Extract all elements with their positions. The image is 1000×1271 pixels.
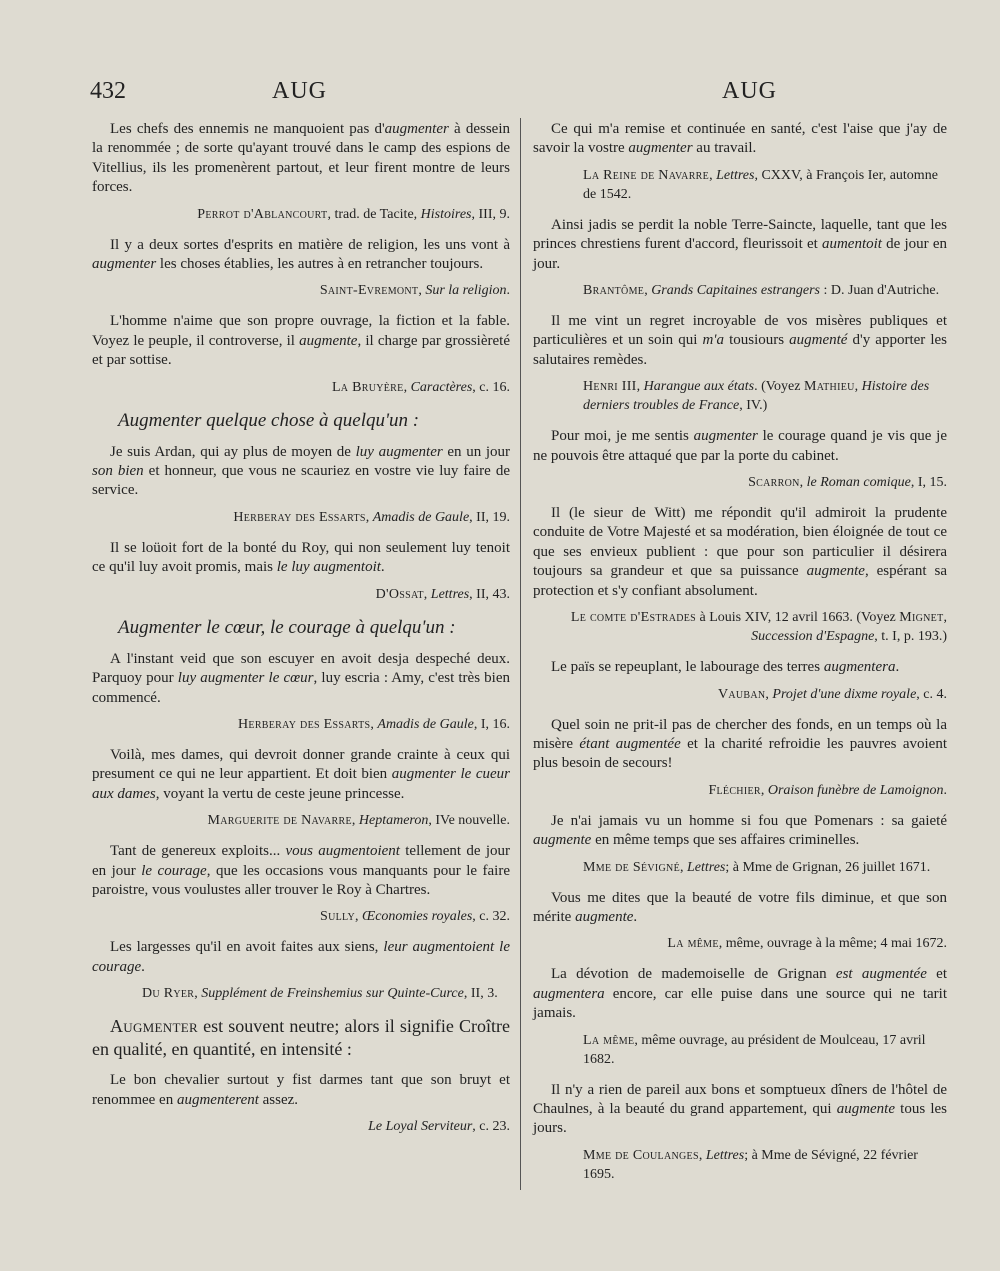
citation: Fléchier, Oraison funèbre de Lamoignon.	[708, 782, 947, 798]
quote-paragraph: Il (le sieur de Witt) me répondit qu'il admiroit la prudente conduite de Votre Majesté et sa modération, bien éloignée de tout ce que ses envieux publient : que pour son particulier il désirera toujours sa grandeur et que sa puissance augmente, espérant sa protection et s'y confiant absolument.	[533, 505, 948, 599]
subheading: Augmenter quelque chose à quelqu'un :	[118, 409, 420, 431]
quote-paragraph: Vous me dites que la beauté de votre fils diminue, et que son mérite augmente.	[533, 889, 947, 925]
citation: Le Loyal Serviteur, c. 23.	[368, 1118, 510, 1134]
citation: Du Ryer, Supplément de Freinshemius sur Quinte-Curce, II, 3.	[142, 986, 498, 1002]
left-running-head: AUG	[272, 78, 327, 104]
citation: Sully, Œconomies royales, c. 32.	[320, 909, 510, 925]
citation: Herberay des Essarts, Amadis de Gaule, I, 16.	[238, 716, 510, 732]
quote-paragraph: Il se loüoit fort de la bonté du Roy, qui non seulement luy tenoit ce qu'il luy avoit promis, mais le luy augmentoit.	[92, 539, 510, 576]
citation: Marguerite de Navarre, Heptameron, IVe nouvelle.	[207, 813, 510, 829]
quote-paragraph: Je suis Ardan, qui ay plus de moyen de luy augmenter en un jour son bien et honneur, que vous ne scauriez en vostre vie luy faire de service.	[92, 443, 511, 499]
citation: Brantôme, Grands Capitaines estrangers : D. Juan d'Autriche.	[583, 283, 940, 299]
citation: Le comte d'Estrades à Louis XIV, 12 avril 1663. (Voyez Mignet, Succession d'Espagne, t. I, p. 193.)	[570, 610, 947, 645]
citation: La Reine de Navarre, Lettres, CXXV, à François Ier, automne de 1542.	[583, 167, 938, 202]
page-number: 432	[90, 78, 126, 104]
definition-paragraph: Augmenter est souvent neutre; alors il signifie Croître en qualité, en quantité, en intensité :	[92, 1016, 510, 1060]
citation: Henri III, Harangue aux états. (Voyez Mathieu, Histoire des derniers troubles de France, IV.)	[583, 379, 930, 414]
quote-paragraph: Les largesses qu'il en avoit faites aux siens, leur augmentoient le courage.	[92, 939, 510, 975]
subheading: Augmenter le cœur, le courage à quelqu'un :	[118, 616, 456, 638]
quote-paragraph: Le bon chevalier surtout y fist darmes tant que son bruyt et renommee en augmenterent assez.	[92, 1072, 510, 1108]
quote-paragraph: A l'instant veid que son escuyer en avoit desja despeché deux. Parquoy pour luy augmenter le cœur, luy escria : Amy, c'est très bien commencé.	[92, 650, 511, 706]
citation: La Bruyère, Caractères, c. 16.	[331, 379, 510, 395]
quote-paragraph: Il y a deux sortes d'esprits en matière de religion, les uns vont à augmenter les choses établies, les autres à en retrancher toujours.	[92, 236, 510, 273]
citation: D'Ossat, Lettres, II, 43.	[375, 586, 510, 602]
quote-paragraph: Je n'ai jamais vu un homme si fou que Pomenars : sa gaieté augmente en même temps que ses affaires criminelles.	[533, 812, 947, 849]
quote-paragraph: L'homme n'aime que son propre ouvrage, la fiction et la fable. Voyez le peuple, il controverse, il augmente, il charge par grossièreté et par sottise.	[92, 313, 510, 369]
column-divider	[520, 118, 521, 1190]
citation: Herberay des Essarts, Amadis de Gaule, II, 19.	[233, 509, 510, 525]
left-column	[92, 120, 510, 1148]
citation: Perrot d'Ablancourt, trad. de Tacite, Histoires, III, 9.	[197, 206, 510, 222]
quote-paragraph: Il me vint un regret incroyable de vos misères publiques et particulières et un soin qui m'a tousiours augmenté d'y apporter les salutaires remèdes.	[533, 313, 947, 368]
citation: Mme de Sévigné, Lettres; à Mme de Grignan, 26 juillet 1671.	[583, 859, 931, 875]
right-column	[533, 120, 947, 1196]
quote-paragraph: Les chefs des ennemis ne manquoient pas d'augmenter à dessein la renommée ; de sorte qu'ayant trouvé dans le camp des espions de Vitellius, ils les promenèrent partout, et leur firent montre de leurs forces.	[92, 121, 510, 196]
quote-paragraph: La dévotion de mademoiselle de Grignan est augmentée et augmentera encore, car elle puise dans une source qui ne tarit jamais.	[533, 966, 948, 1022]
running-header	[0, 78, 1000, 108]
citation: Vauban, Projet d'une dixme royale, c. 4.	[717, 686, 947, 702]
citation: Mme de Coulanges, Lettres; à Mme de Sévigné, 22 février 1695.	[583, 1147, 918, 1182]
citation: La même, même ouvrage, au président de Moulceau, 17 avril 1682.	[583, 1032, 926, 1067]
citation: Saint-Evremont, Sur la religion.	[319, 283, 510, 299]
right-running-head: AUG	[722, 78, 777, 104]
citation: Scarron, le Roman comique, I, 15.	[748, 475, 947, 491]
quote-paragraph: Pour moi, je me sentis augmenter le courage quand je vis que je ne pouvois être attaqué que par la porte du cabinet.	[533, 428, 948, 464]
quote-paragraph: Il n'y a rien de pareil aux bons et somptueux dîners de l'hôtel de Chaulnes, à la beauté du grand appartement, qui augmente tous les jours.	[533, 1081, 948, 1137]
quote-paragraph: Ce qui m'a remise et continuée en santé, c'est l'aise que j'ay de savoir la vostre augmenter au travail.	[533, 121, 947, 157]
quote-paragraph: Voilà, mes dames, qui devroit donner grande crainte à ceux qui presument ce qui ne leur appartient. Et doit bien augmenter le cueur aux dames, voyant la vertu de ceste jeune princesse.	[92, 746, 510, 802]
citation: La même, même, ouvrage à la même; 4 mai 1672.	[667, 936, 947, 952]
quote-paragraph: Quel soin ne prit-il pas de chercher des fonds, en un temps où la misère étant augmentée et la charité refroidie les pauvres avoient plus besoin de secours!	[533, 716, 947, 772]
quote-paragraph: Le païs se repeuplant, le labourage des terres augmentera.	[551, 659, 900, 676]
quote-paragraph: Tant de genereux exploits... vous augmentoient tellement de jour en jour le courage, que les occasions vous manquants pour le faire paroistre, vous voulustes aller trouver le Roy à Chartres.	[92, 843, 510, 898]
quote-paragraph: Ainsi jadis se perdit la noble Terre-Saincte, laquelle, tant que les princes chrestiens furent d'accord, fleurissoit et aumentoit de jour en jour.	[533, 216, 947, 272]
